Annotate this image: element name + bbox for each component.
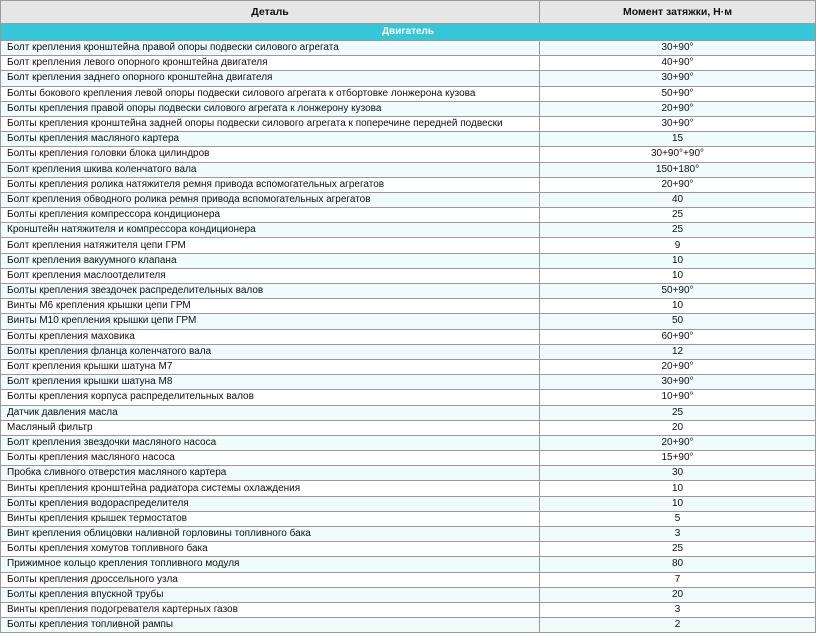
torque-cell: 20 — [540, 587, 816, 602]
part-cell: Винты крепления подогревателя картерных газов — [1, 602, 540, 617]
torque-cell: 7 — [540, 572, 816, 587]
torque-cell: 80 — [540, 557, 816, 572]
torque-cell: 150+180° — [540, 162, 816, 177]
part-cell: Болты крепления звездочек распределительных валов — [1, 284, 540, 299]
torque-cell: 2 — [540, 618, 816, 633]
table-row — [1, 329, 816, 344]
torque-cell: 50+90° — [540, 284, 816, 299]
part-cell: Кронштейн натяжителя и компрессора кондиционера — [1, 223, 540, 238]
torque-cell: 20+90° — [540, 435, 816, 450]
table-row — [1, 253, 816, 268]
part-cell: Болты крепления масляного картера — [1, 132, 540, 147]
table-row — [1, 71, 816, 86]
torque-cell: 5 — [540, 511, 816, 526]
torque-cell: 25 — [540, 223, 816, 238]
torque-cell: 20 — [540, 420, 816, 435]
part-cell: Болт крепления обводного ролика ремня привода вспомогательных агрегатов — [1, 192, 540, 207]
part-cell: Болт крепления звездочки масляного насоса — [1, 435, 540, 450]
part-cell: Болт крепления вакуумного клапана — [1, 253, 540, 268]
torque-cell: 10 — [540, 253, 816, 268]
table-row — [1, 375, 816, 390]
table-row — [1, 208, 816, 223]
torque-cell: 30+90°+90° — [540, 147, 816, 162]
torque-cell: 10 — [540, 481, 816, 496]
table-row — [1, 284, 816, 299]
table-row — [1, 602, 816, 617]
table-row — [1, 314, 816, 329]
section-title: Двигатель — [1, 24, 816, 41]
table-row — [1, 557, 816, 572]
torque-cell: 9 — [540, 238, 816, 253]
table-row — [1, 420, 816, 435]
part-cell: Болты крепления правой опоры подвески силового агрегата к лонжерону кузова — [1, 101, 540, 116]
torque-cell: 3 — [540, 602, 816, 617]
table-row — [1, 344, 816, 359]
table-row — [1, 147, 816, 162]
section-row — [1, 24, 816, 41]
torque-cell: 25 — [540, 405, 816, 420]
part-cell: Болт крепления маслоотделителя — [1, 268, 540, 283]
column-header-torque: Момент затяжки, Н·м — [540, 1, 816, 24]
table-row — [1, 481, 816, 496]
table-row — [1, 542, 816, 557]
torque-cell: 40 — [540, 192, 816, 207]
table-row — [1, 116, 816, 131]
torque-cell: 20+90° — [540, 177, 816, 192]
torque-cell: 50 — [540, 314, 816, 329]
part-cell: Болты крепления дроссельного узла — [1, 572, 540, 587]
torque-cell: 10 — [540, 268, 816, 283]
table-row — [1, 299, 816, 314]
table-row — [1, 101, 816, 116]
part-cell: Винты крепления кронштейна радиатора системы охлаждения — [1, 481, 540, 496]
part-cell: Винт крепления облицовки наливной горловины топливного бака — [1, 527, 540, 542]
torque-cell: 60+90° — [540, 329, 816, 344]
torque-cell: 30+90° — [540, 375, 816, 390]
torque-cell: 30 — [540, 466, 816, 481]
torque-cell: 25 — [540, 208, 816, 223]
table-row — [1, 587, 816, 602]
torque-cell: 10+90° — [540, 390, 816, 405]
torque-cell: 50+90° — [540, 86, 816, 101]
part-cell: Датчик давления масла — [1, 405, 540, 420]
table-row — [1, 496, 816, 511]
torque-cell: 10 — [540, 496, 816, 511]
part-cell: Болт крепления крышки шатуна М8 — [1, 375, 540, 390]
part-cell: Пробка сливного отверстия масляного картера — [1, 466, 540, 481]
part-cell: Болты бокового крепления левой опоры подвески силового агрегата к отбортовке лонжерона кузова — [1, 86, 540, 101]
torque-cell: 30+90° — [540, 41, 816, 56]
table-row — [1, 86, 816, 101]
part-cell: Болты крепления масляного насоса — [1, 451, 540, 466]
column-header-part: Деталь — [1, 1, 540, 24]
part-cell: Болт крепления натяжителя цепи ГРМ — [1, 238, 540, 253]
part-cell: Болт крепления заднего опорного кронштейна двигателя — [1, 71, 540, 86]
part-cell: Болты крепления корпуса распределительных валов — [1, 390, 540, 405]
part-cell: Масляный фильтр — [1, 420, 540, 435]
table-body — [1, 24, 816, 633]
part-cell: Болт крепления кронштейна правой опоры подвески силового агрегата — [1, 41, 540, 56]
table-row — [1, 405, 816, 420]
table-row — [1, 162, 816, 177]
table-row — [1, 132, 816, 147]
part-cell: Болты крепления головки блока цилиндров — [1, 147, 540, 162]
part-cell: Винты крепления крышек термостатов — [1, 511, 540, 526]
table-row — [1, 451, 816, 466]
part-cell: Болты крепления кронштейна задней опоры подвески силового агрегата к поперечине передней подвески — [1, 116, 540, 131]
table-row — [1, 527, 816, 542]
part-cell: Винты М10 крепления крышки цепи ГРМ — [1, 314, 540, 329]
torque-cell: 15+90° — [540, 451, 816, 466]
table-row — [1, 192, 816, 207]
part-cell: Болты крепления водораспределителя — [1, 496, 540, 511]
torque-cell: 30+90° — [540, 71, 816, 86]
torque-cell: 20+90° — [540, 359, 816, 374]
part-cell: Болты крепления ролика натяжителя ремня привода вспомогательных агрегатов — [1, 177, 540, 192]
table-row — [1, 359, 816, 374]
table-row — [1, 435, 816, 450]
part-cell: Болт крепления шкива коленчатого вала — [1, 162, 540, 177]
torque-cell: 3 — [540, 527, 816, 542]
table-row — [1, 511, 816, 526]
part-cell: Болты крепления впускной трубы — [1, 587, 540, 602]
part-cell: Болты крепления компрессора кондиционера — [1, 208, 540, 223]
part-cell: Болты крепления хомутов топливного бака — [1, 542, 540, 557]
part-cell: Болты крепления маховика — [1, 329, 540, 344]
part-cell: Винты М6 крепления крышки цепи ГРМ — [1, 299, 540, 314]
torque-cell: 30+90° — [540, 116, 816, 131]
torque-cell: 20+90° — [540, 101, 816, 116]
table-row — [1, 268, 816, 283]
table-row — [1, 390, 816, 405]
part-cell: Болты крепления топливной рампы — [1, 618, 540, 633]
table-header-row — [1, 1, 816, 24]
part-cell: Болты крепления фланца коленчатого вала — [1, 344, 540, 359]
table-row — [1, 56, 816, 71]
table-row — [1, 223, 816, 238]
part-cell: Прижимное кольцо крепления топливного модуля — [1, 557, 540, 572]
table-row — [1, 466, 816, 481]
table-row — [1, 572, 816, 587]
part-cell: Болт крепления крышки шатуна М7 — [1, 359, 540, 374]
table-row — [1, 41, 816, 56]
table-row — [1, 618, 816, 633]
torque-cell: 40+90° — [540, 56, 816, 71]
torque-cell: 12 — [540, 344, 816, 359]
torque-cell: 15 — [540, 132, 816, 147]
table-row — [1, 177, 816, 192]
table-row — [1, 238, 816, 253]
part-cell: Болт крепления левого опорного кронштейна двигателя — [1, 56, 540, 71]
torque-cell: 10 — [540, 299, 816, 314]
torque-cell: 25 — [540, 542, 816, 557]
